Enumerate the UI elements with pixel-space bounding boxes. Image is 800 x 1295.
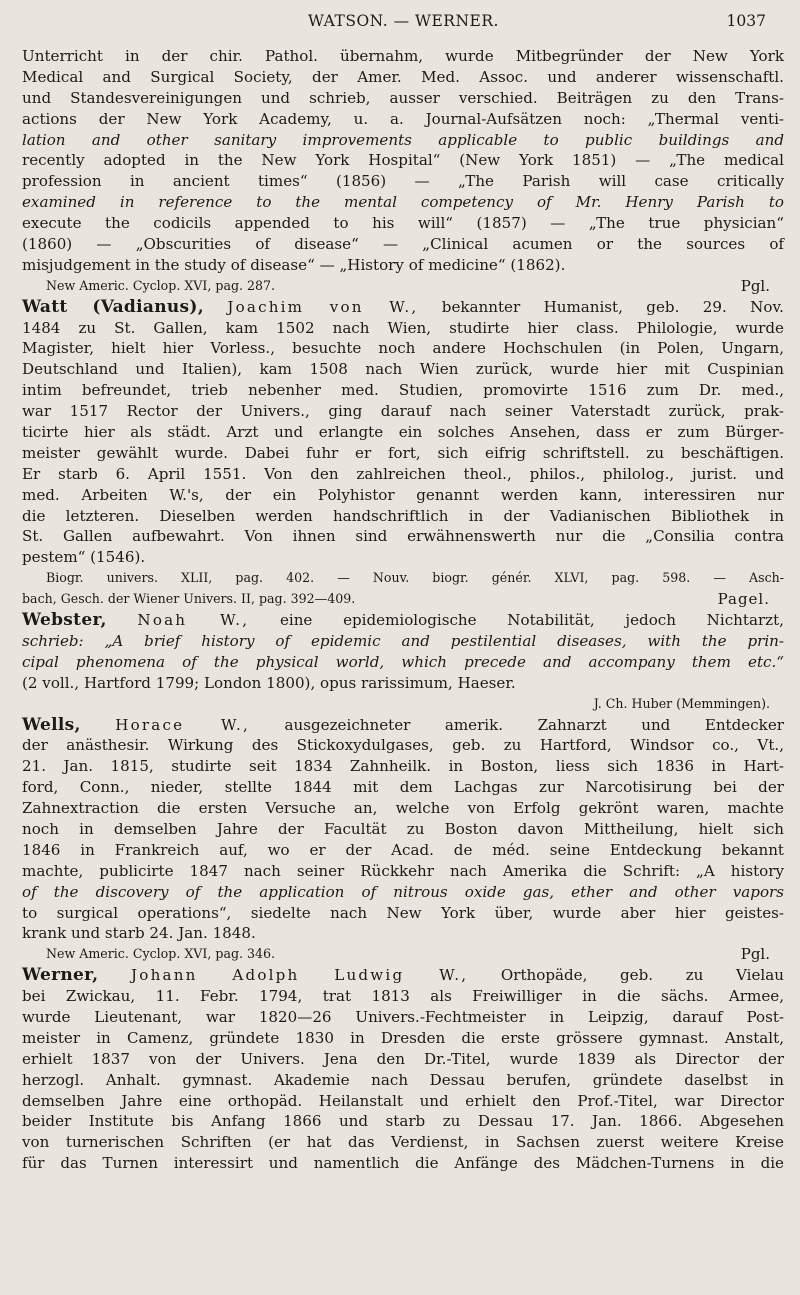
text-line: erhielt 1837 von der Univers. Jena den Dr.-Titel, wurde 1839 als Director der (22, 1049, 784, 1068)
text-line (22, 610, 784, 631)
text-line: St. Gallen aufbewahrt. Von ihnen sind erwähnenswerth nur die „Consilia contra (22, 527, 784, 546)
headword: Webster, (22, 610, 107, 631)
author-signature: J. Ch. Huber (Memmingen). (593, 695, 770, 711)
text-line: Medical and Surgical Society, der Amer. Med. Assoc. und anderer wissenschaftl. (22, 67, 784, 86)
text-segment: Orthopäde, geb. zu Vielau (500, 966, 784, 985)
text-line: misjudgement in the study of disease“ — „History of medicine“ (1862). (22, 255, 566, 274)
text-line: profession in ancient times“ (1856) — „The Parish will case critically (22, 172, 784, 191)
author-signature: Pagel. (717, 590, 770, 609)
text-line: 21. Jan. 1815, studirte seit 1834 Zahnheilk. in Boston, liess sich 1836 in Hart- (22, 757, 784, 776)
text-line: of the discovery of the application of nitrous oxide gas, ether and other vapors (22, 882, 784, 901)
text-line: 1484 zu St. Gallen, kam 1502 nach Wien, studirte hier class. Philologie, wurde (22, 318, 784, 337)
text-line: examined in reference to the mental competency of Mr. Henry Parish to (22, 193, 784, 212)
text-line: beider Institute bis Anfang 1866 und starb zu Dessau 17. Jan. 1866. Abgesehen (22, 1112, 784, 1131)
text-line: herzogl. Anhalt. gymnast. Akademie nach Dessau berufen, gründete daselbst in (22, 1070, 784, 1089)
entry-watson (22, 46, 784, 297)
text-line: ticirte hier als städt. Arzt und erlangte ein solches Ansehen, dass er zum Bürger- (22, 423, 784, 442)
page-body (22, 46, 784, 1174)
text-line: Er starb 6. April 1551. Von den zahlreichen theol., philos., philolog., jurist. und (22, 464, 784, 483)
reference-row (22, 276, 784, 297)
text-segment: bekannter Humanist, geb. 29. Nov. (441, 297, 784, 316)
forename: Horace W., (115, 715, 251, 734)
text-segment: ausgezeichneter amerik. Zahnarzt und Entdecker (284, 715, 784, 734)
text-line: pestem“ (1546). (22, 548, 146, 567)
text-line: Magister, hielt hier Vorless., besuchte noch andere Hochschulen (in Polen, Ungarn, (22, 339, 784, 358)
text-line: (2 voll., Hartford 1799; London 1800), opus rarissimum, Haeser. (22, 673, 516, 692)
reference: bach, Gesch. der Wiener Univers. II, pag. 392—409. (22, 591, 356, 607)
entry-watt (22, 297, 784, 610)
text-line (22, 715, 784, 736)
text-line: krank und starb 24. Jan. 1848. (22, 924, 256, 943)
running-header (0, 6, 800, 36)
text-line: war 1517 Rector der Univers., ging darauf nach seiner Vaterstadt zurück, prak- (22, 402, 784, 421)
headword: Wells, (22, 714, 81, 735)
author-signature: Pgl. (740, 945, 770, 964)
text-line: med. Arbeiten W.'s, der ein Polyhistor genannt werden kann, interessiren nur (22, 485, 784, 504)
text-line (22, 965, 784, 986)
forename: Joachim von W., (227, 297, 419, 316)
entry-werner (22, 965, 784, 1174)
text-line: lation and other sanitary improvements applicable to public buildings and (22, 130, 784, 149)
text-line: to surgical operations“, siedelte nach New York über, wurde aber hier geistes- (22, 903, 784, 922)
author-signature: Pgl. (740, 276, 770, 295)
reference: New Americ. Cyclop. XVI, pag. 346. (46, 946, 276, 962)
text-line: recently adopted in the New York Hospital“ (New York 1851) — „The medical (22, 151, 784, 170)
text-line: bei Zwickau, 11. Febr. 1794, trat 1813 als Freiwilliger in die sächs. Armee, (22, 987, 784, 1006)
text-line: 1846 in Frankreich auf, wo er der Acad. de méd. seine Entdeckung bekannt (22, 840, 784, 859)
reference: Biogr. univers. XLII, pag. 402. — Nouv. biogr. génér. XLVI, pag. 598. — Asch- (46, 570, 784, 586)
text-line: ford, Conn., nieder, stellte 1844 mit dem Lachgas zur Narcotisirung bei der (22, 778, 784, 797)
text-line: meister gewählt wurde. Dabei fuhr er fort, sich eifrig schriftstell. zu beschäftigen. (22, 443, 784, 462)
text-line: noch in demselben Jahre der Facultät zu Boston davon Mittheilung, hielt sich (22, 819, 784, 838)
text-line: meister in Camenz, gründete 1830 in Dresden die erste grössere gymnast. Anstalt, (22, 1028, 784, 1047)
text-line: und Standesvereinigungen und schrieb, ausser verschied. Beiträgen zu den Trans- (22, 88, 784, 107)
text-line: der anästhesir. Wirkung des Stickoxydulgases, geb. zu Hartford, Windsor co., Vt., (22, 736, 784, 755)
reference: New Americ. Cyclop. XVI, pag. 287. (46, 277, 276, 293)
text-line: Unterricht in der chir. Pathol. übernahm, wurde Mitbegründer der New York (22, 47, 784, 65)
text-segment: eine epidemiologische Notabilität, jedoch Nichtarzt, (279, 611, 784, 630)
headword: Werner, (22, 965, 99, 986)
entry-webster (22, 610, 784, 714)
text-line: (1860) — „Obscurities of disease“ — „Clinical acumen or the sources of (22, 235, 784, 254)
text-line: Deutschland und Italien), kam 1508 nach Wien zurück, wurde hier mit Cuspinian (22, 360, 784, 379)
text-line: actions der New York Academy, u. a. Journal-Aufsätzen noch: „Thermal venti- (22, 109, 784, 128)
text-line (22, 297, 784, 318)
text-line: execute the codicils appended to his will“ (1857) — „The true physician“ (22, 214, 784, 233)
text-line: schrieb: „A brief history of epidemic and pestilential diseases, with the prin- (22, 631, 784, 650)
text-line: von turnerischen Schriften (er hat das Verdienst, in Sachsen zuerst weitere Kreise (22, 1133, 784, 1152)
text-line: machte, publicirte 1847 nach seiner Rückkehr nach Amerika die Schrift: „A history (22, 861, 784, 880)
forename: Johann Adolph Ludwig W., (131, 966, 469, 985)
page-number: 1037 (726, 12, 766, 30)
text-line: cipal phenomena of the physical world, which precede and accompany them etc.“ (22, 652, 784, 671)
text-line: demselben Jahre eine orthopäd. Heilanstalt und erhielt den Prof.-Titel, war Director (22, 1091, 784, 1110)
text-line: die letzteren. Dieselben werden handschriftlich in der Vadianischen Bibliothek in (22, 506, 784, 525)
forename: Noah W., (137, 611, 250, 630)
headword: Watt (Vadianus), (22, 296, 204, 317)
text-line: Zahnextraction die ersten Versuche an, welche von Erfolg gekrönt waren, machte (22, 799, 784, 818)
text-line: wurde Lieutenant, war 1820—26 Univers.-Fechtmeister in Leipzig, darauf Post- (22, 1007, 784, 1026)
reference-row (22, 944, 784, 965)
text-line: intim befreundet, trieb nebenher med. Studien, promovirte 1516 zum Dr. med., (22, 381, 784, 400)
text-line: für das Turnen interessirt und namentlich die Anfänge des Mädchen-Turnens in die (22, 1154, 784, 1173)
entry-wells (22, 715, 784, 966)
reference-row (22, 589, 784, 610)
running-title: WATSON. — WERNER. (308, 12, 499, 30)
